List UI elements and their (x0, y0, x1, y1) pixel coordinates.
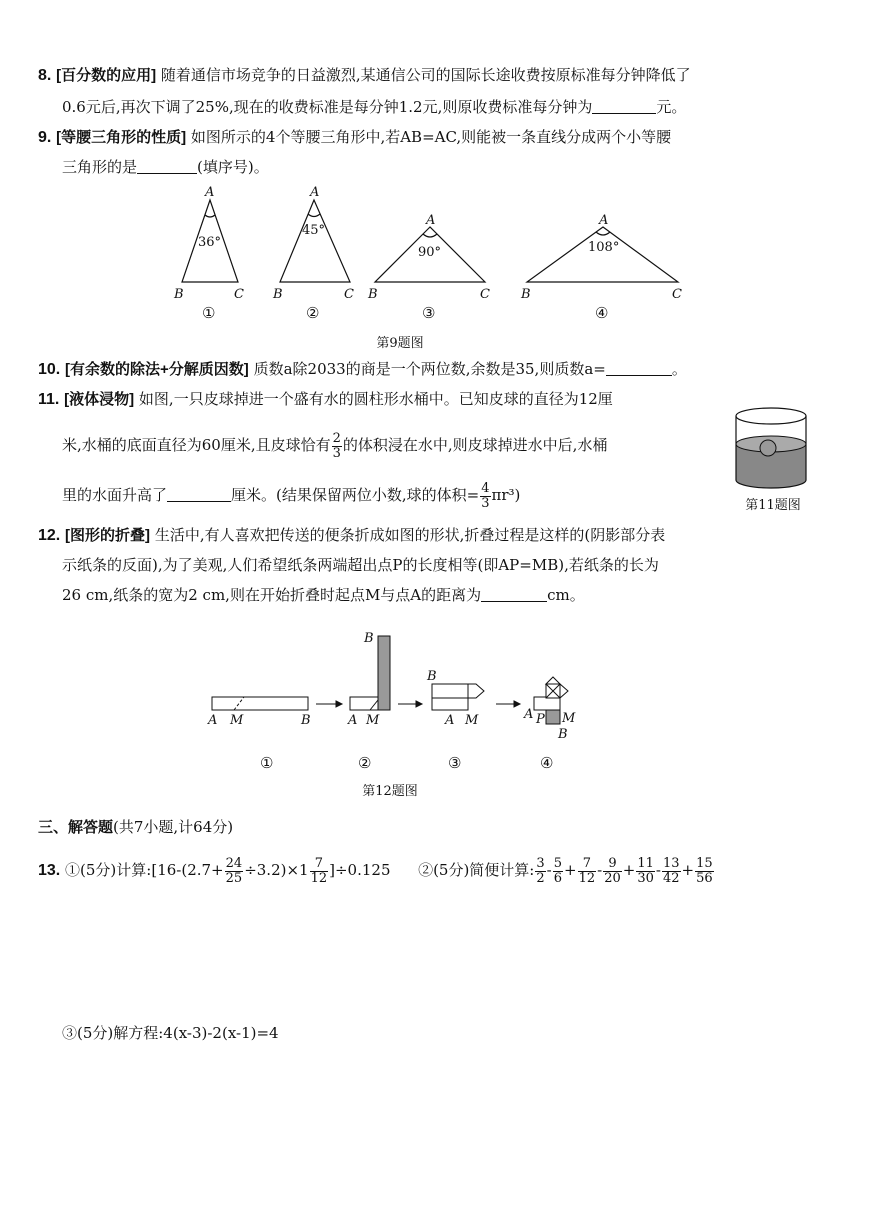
t3-vertex-a: A (426, 213, 436, 228)
t2-vertex-a: A (310, 185, 320, 200)
section3-sub: (共7小题,计64分) (113, 818, 234, 836)
q11-line3 (62, 478, 520, 512)
q9-line1 (38, 126, 671, 149)
f1-pt-a: A (208, 713, 218, 728)
t3-vertex-c: C (480, 287, 490, 302)
q13-p2-num-6: 15 (696, 855, 713, 871)
q13-p2-den-1: 6 (553, 870, 563, 886)
q9-line2 (62, 156, 269, 178)
strip-2-base (350, 697, 378, 710)
q10-number: 10. (38, 361, 61, 378)
t1-label: ① (202, 304, 216, 322)
q11-text-line3a: 里的水面升高了 (62, 486, 168, 504)
angle-arc-3 (423, 234, 437, 237)
q13-p2-num-0: 3 (536, 855, 545, 871)
q11-frac-num: 2 (332, 430, 341, 446)
q12-answer-blank[interactable] (481, 585, 547, 602)
q13-p2-fraction-4 (636, 857, 655, 886)
q13-p2-num-2: 7 (578, 857, 597, 872)
f4-pt-b: B (558, 727, 568, 742)
t4-vertex-c: C (672, 287, 682, 302)
f3-label: ③ (448, 754, 462, 772)
q11-text-line3b: 厘米。(结果保留两位小数,球的体积= (231, 486, 480, 504)
q13-p1-frac1-den: 25 (225, 870, 243, 886)
t3-label: ③ (422, 304, 436, 322)
angle-arc-4 (596, 232, 610, 235)
f4-pt-p: P (536, 712, 545, 727)
q13-p1-frac1-num: 24 (225, 855, 243, 871)
f2-pt-b: B (364, 631, 374, 646)
q12-text-line3a: 26 cm,纸条的宽为2 cm,则在开始折叠时起点M与点A的距离为 (62, 586, 482, 604)
q8-text-line1: 随着通信市场竞争的日益激烈,某通信公司的国际长途收费按原标准每分钟降低了 (160, 66, 691, 84)
q13-p2-den-4: 30 (637, 870, 654, 886)
t2-vertex-b: B (273, 287, 283, 302)
f4-pt-m: M (562, 711, 576, 726)
q13-p2-num-4: 11 (637, 855, 654, 871)
q11-frac-den: 3 (332, 445, 341, 461)
strip-3-base (432, 697, 468, 710)
q13-p2-num-3: 9 (603, 857, 622, 872)
q13-p2-sign-1: - (546, 861, 552, 879)
q13-p2-sign-6: + (681, 861, 695, 879)
f1-pt-b: B (301, 713, 311, 728)
t3-angle: 90° (418, 245, 442, 260)
f3-pt-b: B (427, 669, 437, 684)
t4-vertex-a: A (599, 213, 609, 228)
q11-vol-den: 3 (481, 495, 490, 511)
q9-answer-blank[interactable] (137, 157, 197, 174)
arrow-3-head (514, 701, 520, 707)
q13-p2-num-5: 13 (662, 855, 680, 871)
strip-3-folded (432, 684, 484, 698)
arrow-2-head (416, 701, 422, 707)
q11-volume-fraction (480, 482, 490, 511)
q11-vol-num: 4 (481, 480, 490, 496)
q13-line1 (38, 852, 715, 889)
t1-angle: 36° (198, 235, 222, 250)
q13-p3-text: ③(5分)解方程:4(x-3)-2(x-1)=4 (62, 1024, 279, 1042)
q12-tag: [图形的折叠] (65, 527, 151, 544)
arrow-1-head (336, 701, 342, 707)
q11-answer-blank[interactable] (167, 485, 231, 502)
q13-p1-expr-b: ÷3.2)×1 (244, 861, 309, 879)
q9-triangles-figure (160, 182, 700, 322)
q10-tag: [有余数的除法+分解质因数] (65, 361, 249, 378)
t1-vertex-b: B (174, 287, 184, 302)
q13-p1-expr-c: ]÷0.125 (329, 861, 391, 879)
f2-pt-a: A (348, 713, 358, 728)
t4-angle: 108° (588, 240, 620, 255)
q9-text-line1: 如图所示的4个等腰三角形中,若AB=AC,则能被一条直线分成两个小等腰 (190, 128, 672, 146)
f2-label: ② (358, 754, 372, 772)
t1-vertex-c: C (234, 287, 244, 302)
q13-p2-fraction-6 (695, 857, 714, 886)
strip-4-base (534, 697, 560, 710)
q11-text-line2b: 的体积浸在水中,则皮球掉进水中后,水桶 (342, 436, 608, 454)
bucket-rim (736, 408, 806, 424)
f1-label: ① (260, 754, 274, 772)
q13-p2-num-1: 5 (553, 855, 563, 871)
q12-text-line2: 示纸条的反面),为了美观,人们希望纸条两端超出点P的长度相等(即AP=MB),若纸条的长为 (62, 556, 659, 574)
q13-p2-expression (534, 855, 714, 886)
triangle-2 (280, 200, 350, 282)
q12-text-line1: 生活中,有人喜欢把传送的便条折成如图的形状,折叠过程是这样的(阴影部分表 (154, 526, 666, 544)
q13-p2-den-5: 42 (662, 870, 680, 886)
q12-text-line3b: cm。 (547, 586, 585, 604)
q13-p2-fraction-3 (603, 857, 622, 886)
t3-vertex-b: B (368, 287, 378, 302)
q13-p2-den-0: 2 (536, 870, 545, 886)
q13-p2-fraction-1 (553, 857, 563, 886)
q8-line2 (62, 96, 686, 118)
q13-p2-den-6: 56 (696, 870, 713, 886)
q13-p1-frac2 (310, 857, 329, 886)
q8-text-line2: 0.6元后,再次下调了25%,现在的收费标准是每分钟1.2元,则原收费标准每分钟为 (62, 98, 593, 116)
q11-tag: [液体浸物] (64, 391, 135, 408)
q11-fraction (332, 432, 342, 461)
q13-p2-den-2: 12 (578, 870, 596, 886)
q11-bucket-figure (728, 402, 818, 494)
strip-4-right-tip (560, 684, 568, 698)
q12-line1 (38, 524, 665, 547)
q11-number: 11. (38, 391, 60, 408)
q13-p1-expr-a: [16-(2.7+ (151, 861, 224, 879)
strip-4-hanging-end (546, 710, 560, 724)
q12-caption: 第12题图 (362, 784, 418, 799)
q8-answer-blank[interactable] (592, 97, 656, 114)
section3-title: 三、解答题 (38, 819, 114, 836)
q13-p2-fraction-5 (662, 857, 681, 886)
ball (760, 440, 776, 456)
q13-p2-fraction-2 (578, 857, 597, 886)
t4-vertex-b: B (521, 287, 531, 302)
q11-volume-tail: πr³) (491, 486, 521, 504)
q11-caption: 第11题图 (745, 498, 801, 513)
q10-answer-blank[interactable] (606, 359, 672, 376)
t4-label: ④ (595, 304, 609, 322)
f4-pt-a: A (524, 707, 534, 722)
q13-p2-label: ②(5分)简便计算: (418, 861, 535, 879)
q8-unit: 元。 (656, 98, 687, 116)
q13-p1-frac2-num: 7 (310, 857, 329, 872)
t1-vertex-a: A (205, 185, 215, 200)
q9-number: 9. (38, 129, 52, 146)
q13-p2-fraction-0 (535, 857, 545, 886)
q12-line2 (62, 554, 659, 576)
q9-text-line2a: 三角形的是 (62, 158, 138, 176)
q13-p2-sign-3: - (597, 861, 603, 879)
q13-p2-den-3: 20 (604, 870, 621, 886)
angle-arc-2 (308, 214, 320, 217)
q12-folding-figure (200, 628, 600, 778)
q10-text: 质数a除2033的商是一个两位数,余数是35,则质数a= (253, 360, 606, 378)
strip-2-folded (378, 636, 390, 710)
t2-angle: 45° (302, 223, 326, 238)
strip-1 (212, 697, 308, 710)
q9-text-line2b: (填序号)。 (197, 158, 269, 176)
f3-pt-m: M (465, 713, 479, 728)
f2-pt-m: M (366, 713, 380, 728)
q10-end: 。 (671, 360, 687, 378)
q13-p1-frac2-den: 12 (310, 870, 328, 886)
t2-vertex-c: C (344, 287, 354, 302)
q11-text-line2a: 米,水桶的底面直径为60厘米,且皮球恰有 (62, 436, 331, 454)
angle-arc-1 (205, 215, 215, 217)
q12-number: 12. (38, 527, 61, 544)
q9-tag: [等腰三角形的性质] (56, 129, 187, 146)
q10-line (38, 358, 687, 381)
q12-line3 (62, 584, 585, 606)
q13-p2-sign-5: - (655, 861, 661, 879)
q13-p1-frac1 (225, 857, 244, 886)
f1-pt-m: M (230, 713, 244, 728)
section3-heading (38, 816, 233, 839)
q8-tag: [百分数的应用] (56, 67, 157, 84)
q13-p1-label: ①(5分)计算: (65, 861, 152, 879)
q9-caption: 第9题图 (376, 336, 424, 351)
q11-line2 (62, 428, 607, 462)
q8-number: 8. (38, 67, 52, 84)
t2-label: ② (306, 304, 320, 322)
q11-text-line1: 如图,一只皮球掉进一个盛有水的圆柱形水桶中。已知皮球的直径为12厘 (138, 390, 613, 408)
strip-4-top-tip (546, 677, 560, 684)
q13-p2-sign-2: + (564, 861, 577, 879)
f4-label: ④ (540, 754, 554, 772)
q11-line1 (38, 388, 613, 411)
f3-pt-a: A (445, 713, 455, 728)
q13-p3 (62, 1022, 279, 1044)
q13-p2-sign-4: + (622, 861, 636, 879)
q13-number: 13. (38, 862, 61, 879)
q8-line1 (38, 64, 691, 87)
